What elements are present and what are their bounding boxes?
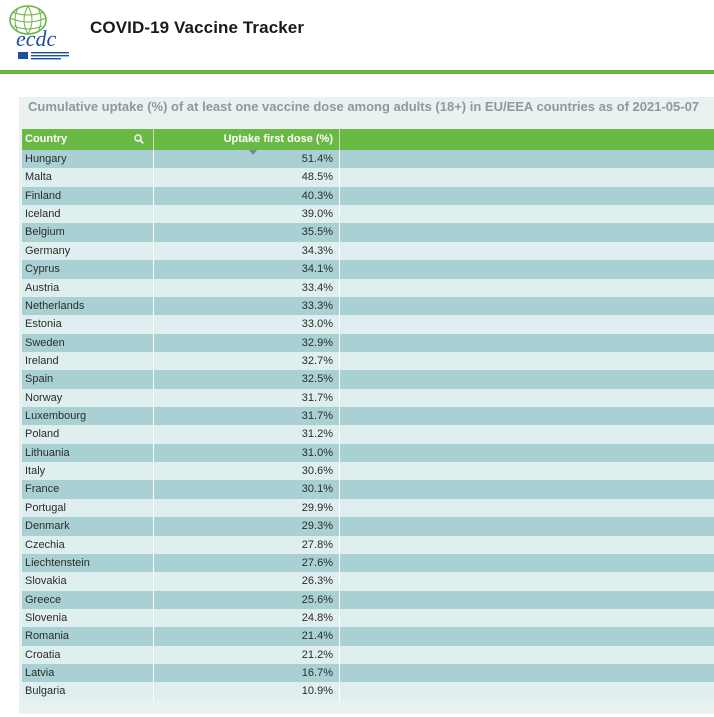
country-name: Liechtenstein (25, 556, 90, 569)
table-row (22, 646, 714, 664)
table-row (22, 499, 714, 517)
column-header-country-label: Country (25, 133, 68, 145)
uptake-value: 26.3% (301, 575, 333, 588)
uptake-value: 16.7% (301, 667, 333, 680)
country-cell (22, 407, 154, 425)
uptake-cell (154, 279, 340, 297)
uptake-value: 31.7% (301, 410, 333, 423)
country-cell (22, 646, 154, 664)
country-name: Greece (25, 593, 62, 606)
country-name: Poland (25, 428, 60, 441)
table-row (22, 536, 714, 554)
table-row (22, 315, 714, 333)
country-cell (22, 480, 154, 498)
table-row (22, 297, 714, 315)
uptake-value: 39.0% (301, 208, 333, 221)
uptake-cell (154, 627, 340, 645)
table-row (22, 572, 714, 590)
uptake-value: 21.4% (301, 630, 333, 643)
country-name: Bulgaria (25, 685, 66, 698)
uptake-value: 31.0% (301, 446, 333, 459)
table-row (22, 370, 714, 388)
country-name: Hungary (25, 153, 67, 165)
uptake-value: 33.0% (301, 318, 333, 331)
table-row (22, 389, 714, 407)
country-cell (22, 297, 154, 315)
uptake-value: 29.9% (301, 501, 333, 514)
table-row (22, 627, 714, 645)
country-cell (22, 682, 154, 700)
table-body (22, 150, 714, 701)
uptake-value: 34.1% (301, 263, 333, 276)
country-cell (22, 260, 154, 278)
country-name: Slovenia (25, 611, 68, 624)
column-header-country[interactable] (22, 129, 154, 150)
table-row (22, 407, 714, 425)
country-cell (22, 627, 154, 645)
uptake-cell (154, 407, 340, 425)
table-row (22, 591, 714, 609)
table-row (22, 168, 714, 186)
country-name: France (25, 483, 60, 496)
country-name: Slovakia (25, 575, 67, 588)
uptake-value: 35.5% (301, 226, 333, 239)
country-name: Luxembourg (25, 410, 87, 423)
uptake-value: 24.8% (301, 611, 333, 624)
uptake-cell (154, 444, 340, 462)
uptake-cell (154, 499, 340, 517)
search-icon[interactable] (134, 134, 144, 144)
country-cell (22, 554, 154, 572)
uptake-value: 27.8% (301, 538, 333, 551)
uptake-table (22, 129, 714, 701)
table-row (22, 260, 714, 278)
country-name: Netherlands (25, 299, 85, 312)
table-header (22, 129, 714, 150)
country-cell (22, 425, 154, 443)
country-name: Germany (25, 244, 71, 257)
uptake-cell (154, 187, 340, 205)
table-row (22, 554, 714, 572)
uptake-cell (154, 223, 340, 241)
country-name: Belgium (25, 226, 65, 239)
uptake-value: 29.3% (301, 520, 333, 533)
uptake-cell (154, 315, 340, 333)
country-cell (22, 389, 154, 407)
svg-text:ecdc: ecdc (16, 26, 57, 51)
uptake-value: 31.2% (301, 428, 333, 441)
uptake-value: 30.6% (301, 465, 333, 478)
table-row (22, 462, 714, 480)
uptake-cell (154, 591, 340, 609)
uptake-value: 48.5% (301, 171, 333, 184)
country-name: Croatia (25, 648, 61, 661)
uptake-value: 21.2% (301, 648, 333, 661)
uptake-value: 32.5% (301, 373, 333, 386)
country-name: Spain (25, 373, 54, 386)
table-row (22, 609, 714, 627)
uptake-cell (154, 242, 340, 260)
table-row (22, 150, 714, 168)
uptake-value: 34.3% (301, 244, 333, 257)
uptake-value: 30.1% (301, 483, 333, 496)
uptake-cell (154, 664, 340, 682)
country-name: Ireland (25, 354, 59, 367)
app-title: COVID-19 Vaccine Tracker (90, 18, 305, 37)
country-cell (22, 536, 154, 554)
uptake-cell (154, 517, 340, 535)
country-name: Portugal (25, 501, 66, 514)
country-cell (22, 205, 154, 223)
country-name: Cyprus (25, 263, 60, 276)
table-row (22, 480, 714, 498)
country-cell (22, 168, 154, 186)
country-cell (22, 150, 154, 168)
uptake-value: 31.7% (301, 391, 333, 404)
uptake-value: 27.6% (301, 556, 333, 569)
table-title: Cumulative uptake (%) of at least one vaccine dose among adults (18+) in EU/EEA countries as of 2021-05-07 (28, 99, 700, 114)
country-cell (22, 279, 154, 297)
uptake-value: 33.3% (301, 299, 333, 312)
uptake-value: 10.9% (301, 685, 333, 698)
uptake-cell (154, 297, 340, 315)
table-row (22, 242, 714, 260)
country-cell (22, 591, 154, 609)
uptake-cell (154, 389, 340, 407)
country-cell (22, 444, 154, 462)
country-name: Malta (25, 171, 52, 184)
table-row (22, 682, 714, 700)
uptake-value: 32.9% (301, 336, 333, 349)
uptake-cell (154, 572, 340, 590)
country-cell (22, 187, 154, 205)
country-cell (22, 370, 154, 388)
uptake-value: 40.3% (301, 189, 333, 202)
country-cell (22, 242, 154, 260)
uptake-cell (154, 168, 340, 186)
country-cell (22, 334, 154, 352)
uptake-cell (154, 352, 340, 370)
country-cell (22, 499, 154, 517)
uptake-cell (154, 480, 340, 498)
country-name: Austria (25, 281, 60, 294)
uptake-value: 32.7% (301, 354, 333, 367)
country-cell (22, 315, 154, 333)
country-name: Denmark (25, 520, 70, 533)
country-name: Latvia (25, 667, 55, 680)
uptake-value: 33.4% (301, 281, 333, 294)
country-name: Czechia (25, 538, 65, 551)
column-header-uptake-label: Uptake first dose (%) (223, 133, 333, 145)
country-cell (22, 517, 154, 535)
table-row (22, 205, 714, 223)
country-cell (22, 352, 154, 370)
country-name: Estonia (25, 318, 62, 331)
uptake-cell (154, 425, 340, 443)
country-name: Sweden (25, 336, 65, 349)
country-name: Italy (25, 465, 46, 478)
uptake-cell (154, 554, 340, 572)
uptake-cell (154, 682, 340, 700)
country-cell (22, 609, 154, 627)
table-row (22, 334, 714, 352)
table-row (22, 352, 714, 370)
table-row (22, 517, 714, 535)
table-row (22, 425, 714, 443)
uptake-cell (154, 205, 340, 223)
uptake-cell (154, 536, 340, 554)
country-cell (22, 664, 154, 682)
uptake-cell (154, 646, 340, 664)
table-row (22, 187, 714, 205)
country-cell (22, 462, 154, 480)
uptake-cell (154, 370, 340, 388)
uptake-cell (154, 462, 340, 480)
ecdc-logo (6, 4, 76, 64)
table-panel (19, 97, 714, 714)
table-row (22, 444, 714, 462)
country-name: Finland (25, 189, 62, 202)
column-header-uptake[interactable] (154, 129, 340, 150)
country-name: Iceland (25, 208, 61, 221)
uptake-cell (154, 334, 340, 352)
country-cell (22, 572, 154, 590)
uptake-cell (154, 150, 340, 168)
table-row (22, 223, 714, 241)
uptake-cell (154, 609, 340, 627)
app-header (0, 0, 714, 70)
country-name: Norway (25, 391, 63, 404)
country-cell (22, 223, 154, 241)
table-row (22, 664, 714, 682)
uptake-value: 25.6% (301, 593, 333, 606)
uptake-cell (154, 260, 340, 278)
table-row (22, 279, 714, 297)
header-divider (0, 70, 714, 74)
country-name: Romania (25, 630, 70, 643)
country-name: Lithuania (25, 446, 70, 459)
uptake-value: 51.4% (301, 153, 333, 165)
